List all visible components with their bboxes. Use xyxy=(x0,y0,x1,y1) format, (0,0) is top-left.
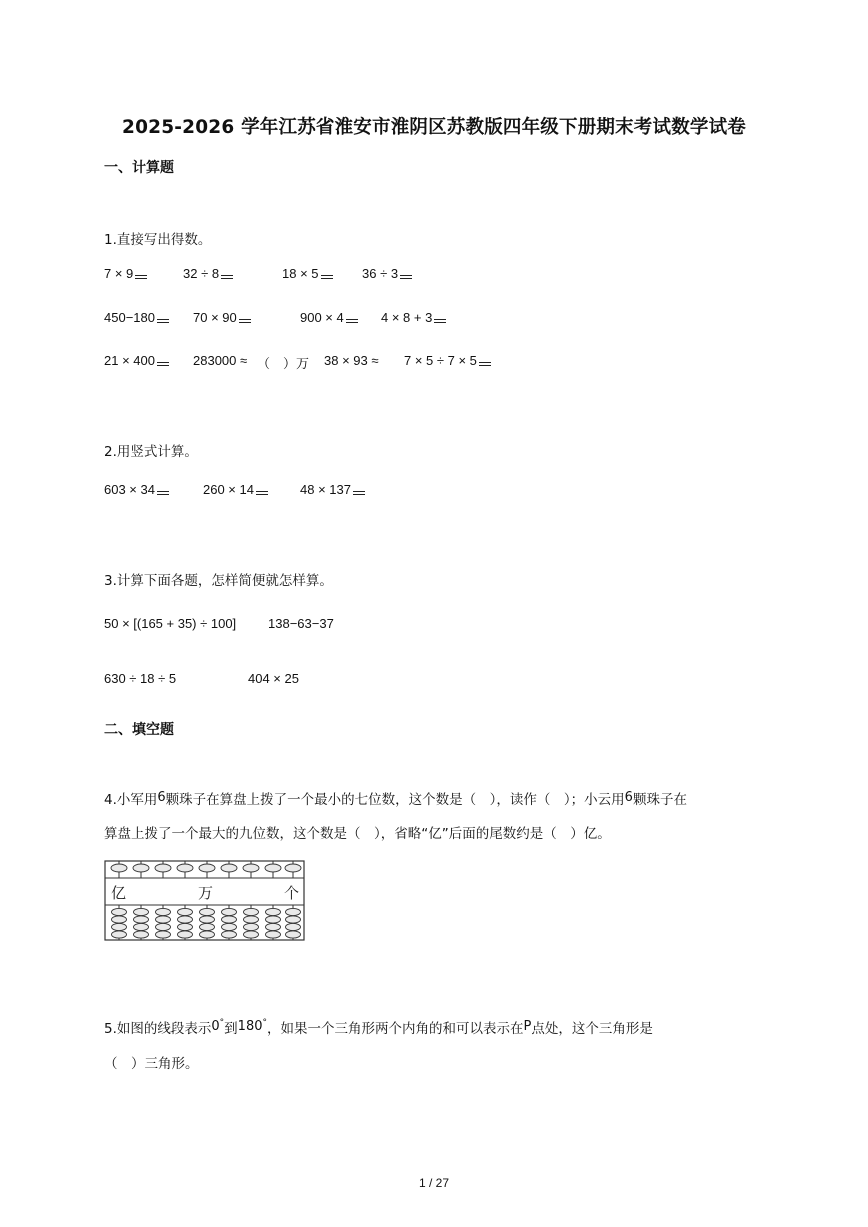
q3-expr: 138−63−37 xyxy=(268,616,334,631)
section-heading-calculation: 一、计算题 xyxy=(104,160,174,176)
q1-expr: 38 × 93 ≈ xyxy=(324,353,379,368)
page-title: 2025-2026 学年江苏省淮安市淮阴区苏教版四年级下册期末考试数学试卷 xyxy=(122,117,746,138)
q2-expr: 603 × 34 xyxy=(104,482,169,497)
q1-expr: 70 × 90 xyxy=(193,310,251,325)
abacus-label-ge: 个 xyxy=(284,884,300,902)
q1-blank-wan: （ ）万 xyxy=(257,357,310,372)
question-5-line-1: 5.如图的线段表示0°到180°，如果一个三角形两个内角的和可以表示在P点处，这个三角形是 xyxy=(104,1018,653,1037)
question-1-label: 1.直接写出得数。 xyxy=(104,232,212,248)
q2-expr: 260 × 14 xyxy=(203,482,268,497)
q1-expr: 32 ÷ 8 xyxy=(183,266,233,281)
page-number: 1 / 27 xyxy=(418,1176,450,1190)
q1-expr: 7 × 9 xyxy=(104,266,147,281)
q1-expr: 283000 ≈ xyxy=(193,353,248,368)
q3-expr: 630 ÷ 18 ÷ 5 xyxy=(104,671,177,686)
q2-expr: 48 × 137 xyxy=(300,482,365,497)
degree-symbol: ° xyxy=(262,1018,267,1028)
question-4-line-2: 算盘上拨了一个最大的九位数，这个数是（ ），省略“亿”后面的尾数约是（ ）亿。 xyxy=(104,826,611,842)
q1-expr: 7 × 5 ÷ 7 × 5 xyxy=(404,353,491,368)
abacus-label-wan: 万 xyxy=(198,884,214,902)
q1-expr: 36 ÷ 3 xyxy=(362,266,412,281)
q1-expr: 450−180 xyxy=(104,310,169,325)
abacus-figure xyxy=(104,860,306,944)
section-heading-fill-in: 二、填空题 xyxy=(104,722,174,738)
question-4-line-1: 4.小军用6颗珠子在算盘上拨了一个最小的七位数，这个数是（ ），读作（ ）；小云用6颗珠子在 xyxy=(104,790,687,808)
q1-expr: 21 × 400 xyxy=(104,353,169,368)
q1-expr: 900 × 4 xyxy=(300,310,358,325)
q1-expr: 4 × 8 + 3 xyxy=(381,310,446,325)
q3-expr: 50 × [(165 + 35) ÷ 100] xyxy=(104,616,237,631)
q1-expr: 18 × 5 xyxy=(282,266,333,281)
question-3-label: 3.计算下面各题，怎样简便就怎样算。 xyxy=(104,573,333,589)
question-5-line-2: （ ）三角形。 xyxy=(104,1056,199,1072)
abacus-label-yi: 亿 xyxy=(111,884,127,902)
question-2-label: 2.用竖式计算。 xyxy=(104,444,198,460)
q3-expr: 404 × 25 xyxy=(248,671,299,686)
